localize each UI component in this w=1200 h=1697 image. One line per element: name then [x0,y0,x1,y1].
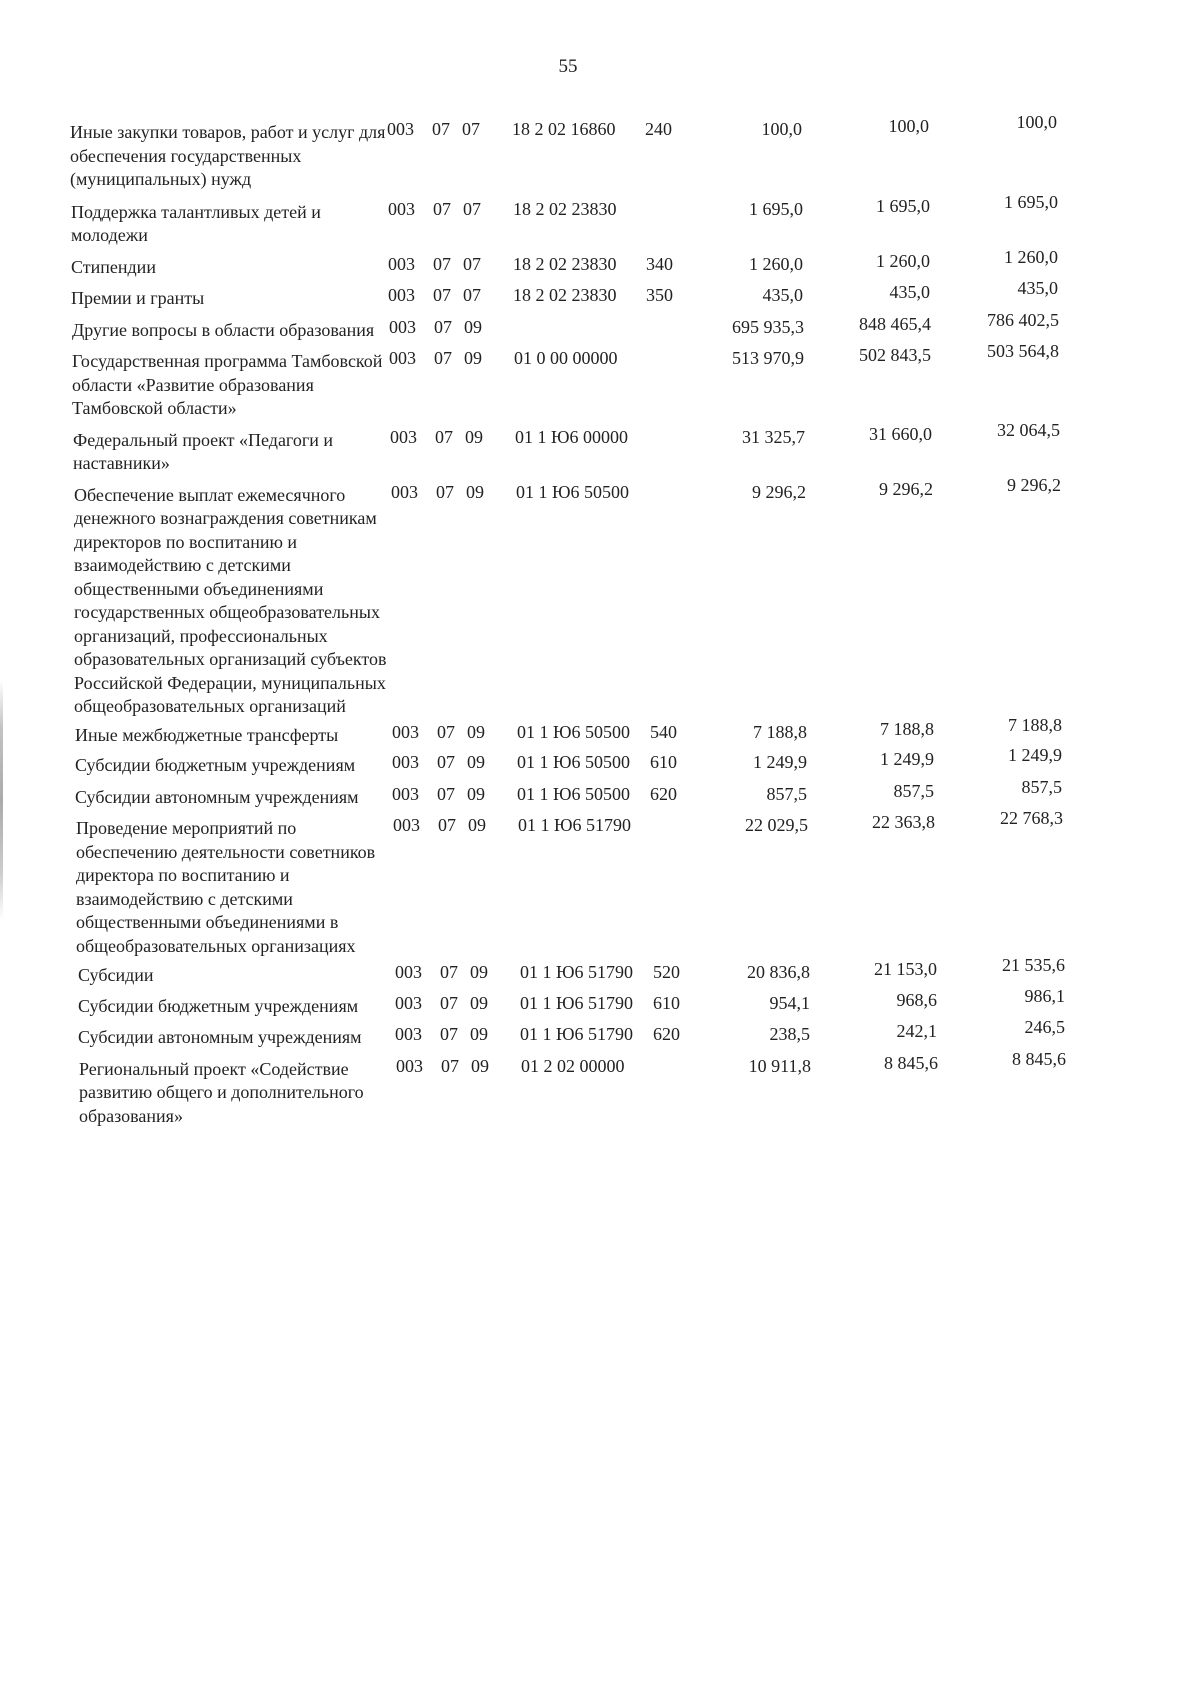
ministry-code: 003 [387,119,414,139]
row-name: Обеспечение выплат ежемесячного денежного вознаграждения советникам директоров по воспитанию и взаимодействию с детскими общественными объединениями государственных общеобразовательных организаций, профессиональных образовательных организаций субъектов Российской Федерации, муниципальных общеобразовательных организаций [74,484,387,716]
expense-type-code: 540 [650,721,677,742]
row-name: Иные закупки товаров, работ и услуг для обеспечения государственных (муниципальных) нужд [70,122,386,189]
amount-year-2: 22 363,8 [872,812,935,832]
ministry-code: 003 [388,198,415,219]
table-row [0,278,1120,311]
row-name: Государственная программа Тамбовской области «Развитие образования Тамбовской области» [72,351,383,418]
amount-year-2: 435,0 [889,282,930,302]
table-row [0,955,1120,988]
section-code: 07 [437,752,455,772]
section-code: 07 [433,198,451,219]
target-article-code: 01 1 Ю6 51790 [520,962,634,982]
amount-year-1: 31 325,7 [742,426,805,447]
subsection-code: 09 [464,348,482,368]
section-code: 07 [438,815,456,835]
amount-year-3: 32 064,5 [997,419,1060,440]
section-code: 07 [433,253,451,274]
ministry-code: 003 [395,962,422,982]
target-article-code: 01 1 Ю6 50500 [517,721,631,742]
subsection-code: 09 [465,426,483,447]
expense-type-code: 240 [645,119,672,139]
subsection-code: 09 [464,316,482,337]
amount-year-2: 7 188,8 [880,718,934,739]
expense-type-code: 340 [646,253,673,274]
table-row [0,246,1120,280]
table-row [0,191,1120,248]
amount-year-1: 435,0 [762,285,803,305]
section-code: 07 [432,119,450,139]
amount-year-3: 435,0 [1017,278,1058,298]
amount-year-1: 20 836,8 [747,962,810,982]
target-article-code: 01 1 Ю6 50500 [516,481,630,502]
table-row [0,985,1120,1019]
amount-year-3: 7 188,8 [1008,714,1062,735]
table-row [0,714,1120,748]
expense-type-code: 610 [650,752,677,772]
expense-type-code: 620 [653,1024,680,1044]
subsection-code: 09 [470,962,488,982]
target-article-code: 01 1 Ю6 50500 [517,783,631,804]
amount-year-2: 242,1 [896,1021,937,1041]
amount-year-2: 1 249,9 [880,749,934,769]
amount-year-1: 7 188,8 [753,721,807,742]
section-code: 07 [440,992,458,1013]
amount-year-3: 1 249,9 [1008,745,1062,765]
row-name: Субсидии [78,965,154,985]
ministry-code: 003 [390,426,417,447]
subsection-code: 07 [463,198,481,219]
amount-year-2: 1 695,0 [876,195,930,216]
table-row [0,309,1120,343]
ministry-code: 003 [396,1055,423,1076]
section-code: 07 [441,1055,459,1076]
row-name: Субсидии бюджетным учреждениям [75,755,356,775]
subsection-code: 09 [470,1024,488,1044]
amount-year-2: 31 660,0 [869,423,932,444]
amount-year-2: 8 845,6 [884,1052,938,1073]
page-number: 55 [558,56,578,77]
amount-year-3: 857,5 [1021,776,1062,797]
subsection-code: 09 [466,481,484,502]
target-article-code: 01 1 Ю6 51790 [518,815,632,835]
target-article-code: 01 1 Ю6 50500 [517,752,631,772]
amount-year-1: 1 260,0 [749,253,803,274]
ministry-code: 003 [389,316,416,337]
amount-year-1: 22 029,5 [745,815,808,835]
table-row [0,112,1120,192]
subsection-code: 09 [467,752,485,772]
ministry-code: 003 [392,783,419,804]
row-name: Региональный проект «Содействие развитию общего и дополнительного образования» [79,1058,364,1126]
amount-year-3: 21 535,6 [1002,955,1065,975]
amount-year-3: 9 296,2 [1007,474,1061,495]
amount-year-2: 100,0 [888,116,929,136]
amount-year-1: 100,0 [761,119,802,139]
row-name: Стипендии [71,256,156,277]
ministry-code: 003 [395,1024,422,1044]
table-row [0,776,1120,810]
target-article-code: 18 2 02 23830 [513,253,617,274]
amount-year-3: 246,5 [1024,1017,1065,1037]
amount-year-2: 9 296,2 [879,478,933,499]
section-code: 07 [440,962,458,982]
amount-year-2: 502 843,5 [859,345,931,365]
row-name: Иные межбюджетные трансферты [75,724,339,745]
amount-year-3: 986,1 [1024,985,1065,1006]
table-row [0,745,1120,778]
ministry-code: 003 [393,815,420,835]
subsection-code: 09 [467,721,485,742]
budget-table [0,108,1120,1128]
subsection-code: 09 [468,815,486,835]
table-row [0,341,1120,421]
target-article-code: 01 2 02 00000 [521,1055,625,1076]
amount-year-1: 9 296,2 [752,481,806,502]
amount-year-3: 8 845,6 [1012,1048,1066,1069]
ministry-code: 003 [392,752,419,772]
amount-year-1: 1 249,9 [753,752,807,772]
amount-year-3: 503 564,8 [987,341,1059,361]
row-name: Субсидии автономным учреждениям [75,786,359,807]
amount-year-3: 786 402,5 [987,309,1059,330]
table-row [0,808,1120,958]
section-code: 07 [437,721,455,742]
amount-year-1: 857,5 [766,783,807,804]
expense-type-code: 620 [650,783,677,804]
section-code: 07 [436,481,454,502]
expense-type-code: 520 [653,962,680,982]
ministry-code: 003 [395,992,422,1013]
subsection-code: 09 [470,992,488,1013]
amount-year-1: 1 695,0 [749,198,803,219]
amount-year-3: 1 695,0 [1004,191,1058,212]
ministry-code: 003 [389,348,416,368]
amount-year-1: 954,1 [769,992,810,1013]
amount-year-1: 695 935,3 [732,316,804,337]
subsection-code: 09 [471,1055,489,1076]
section-code: 07 [434,348,452,368]
amount-year-3: 100,0 [1016,112,1057,132]
section-code: 07 [434,316,452,337]
table-row [0,474,1120,719]
amount-year-2: 21 153,0 [874,959,937,979]
target-article-code: 18 2 02 23830 [513,285,617,305]
table-row [0,1048,1120,1129]
row-name: Проведение мероприятий по обеспечению деятельности советников директора по воспитанию и взаимодействию с детскими общественными объединениями в общеобразовательных организациях [76,818,376,956]
target-article-code: 18 2 02 23830 [513,198,617,219]
amount-year-1: 10 911,8 [748,1055,811,1076]
subsection-code: 07 [462,119,480,139]
amount-year-2: 857,5 [893,780,934,801]
section-code: 07 [440,1024,458,1044]
subsection-code: 09 [467,783,485,804]
table-row [0,1017,1120,1050]
row-name: Премии и гранты [71,288,205,308]
amount-year-1: 238,5 [769,1024,810,1044]
amount-year-1: 513 970,9 [732,348,804,368]
expense-type-code: 610 [653,992,680,1013]
row-name: Поддержка талантливых детей и молодежи [71,201,321,245]
amount-year-3: 1 260,0 [1004,246,1058,267]
target-article-code: 01 0 00 00000 [514,348,618,368]
subsection-code: 07 [463,285,481,305]
ministry-code: 003 [392,721,419,742]
amount-year-2: 848 465,4 [859,313,931,334]
section-code: 07 [437,783,455,804]
section-code: 07 [435,426,453,447]
ministry-code: 003 [388,253,415,274]
amount-year-2: 1 260,0 [876,250,930,271]
ministry-code: 003 [388,285,415,305]
row-name: Другие вопросы в области образования [72,319,375,340]
expense-type-code: 350 [646,285,673,305]
target-article-code: 18 2 02 16860 [512,119,616,139]
section-code: 07 [433,285,451,305]
row-name: Субсидии бюджетным учреждениям [78,995,359,1016]
table-row [0,419,1120,476]
row-name: Федеральный проект «Педагоги и наставники» [73,429,334,473]
target-article-code: 01 1 Ю6 51790 [520,992,634,1013]
target-article-code: 01 1 Ю6 51790 [520,1024,634,1044]
target-article-code: 01 1 Ю6 00000 [515,426,629,447]
amount-year-2: 968,6 [896,989,937,1010]
amount-year-3: 22 768,3 [1000,808,1063,828]
ministry-code: 003 [391,481,418,502]
subsection-code: 07 [463,253,481,274]
row-name: Субсидии автономным учреждениям [78,1027,362,1047]
